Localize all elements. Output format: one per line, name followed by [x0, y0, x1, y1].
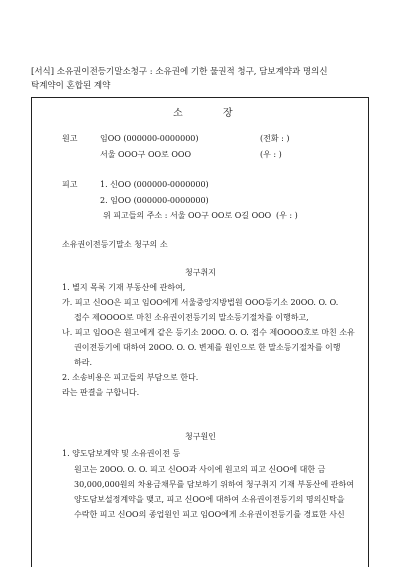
- claims-heading: 청구취지: [185, 268, 216, 277]
- plaintiff-phone: (전화 : ): [260, 134, 290, 143]
- plaintiff-postal: (우 : ): [260, 150, 282, 159]
- cause-line: 수락한 피고 신OO의 종업원인 피고 임OO에게 소유권이전등기를 경료한 사신: [74, 510, 345, 519]
- claims-line: 권이전등기에 대하여 20OO. O. O. 변제를 원인으로 한 말소등기절차를 이행: [74, 343, 341, 352]
- claims-line: 나. 피고 임OO은 원고에게 같은 등기소 20OO. O. O. 접수 제OOOO호로 마친 소유: [62, 328, 355, 337]
- cause-heading: 청구원인: [185, 432, 216, 441]
- defendant-2: 2. 임OO (000000-0000000): [100, 196, 209, 205]
- defendants-label: 피고: [62, 180, 78, 189]
- plaintiff-name: 임OO (000000-0000000): [100, 134, 199, 143]
- claims-line: 2. 소송비용은 피고들의 부담으로 한다.: [62, 373, 199, 382]
- claims-line: 하라.: [74, 358, 92, 367]
- defendants-postal: (우 : ): [276, 211, 298, 220]
- cause-line: 1. 양도담보계약 및 소유권이전 등: [62, 449, 181, 458]
- header-line-1: [서식] 소유권이전등기말소청구 : 소유권에 기한 물권적 청구, 담보계약과 명의신: [31, 67, 328, 77]
- plaintiff-address: 서울 OOO구 OO로 OOO: [100, 150, 192, 159]
- case-name: 소유권이전등기말소 청구의 소: [62, 240, 168, 249]
- cause-line: 30,000,000원의 차용금채무를 담보하기 위하여 청구취지 기재 부동산에 관하여: [74, 480, 354, 489]
- claims-line: 라는 판결을 구합니다.: [62, 388, 140, 397]
- cause-line: 양도담보설정계약을 맺고, 피고 신OO에 대하여 소유권이전등기의 명의신탁을: [74, 495, 345, 504]
- claims-line: 접수 제OOOO로 마친 소유권이전등기의 말소등기절차를 이행하고,: [74, 313, 309, 322]
- claims-line: 1. 별지 목록 기재 부동산에 관하여,: [62, 283, 186, 292]
- defendant-1: 1. 신OO (000000-0000000): [100, 180, 209, 189]
- cause-line: 원고는 20OO. O. O. 피고 신OO과 사이에 원고의 피고 신OO에 대한 금: [74, 465, 326, 474]
- title-char-1: 소: [173, 108, 183, 119]
- title-char-2: 장: [223, 108, 233, 119]
- defendants-address: 위 피고들의 주소 : 서울 OO구 OO로 O길 OOO: [103, 211, 272, 220]
- claims-line: 가. 피고 신OO은 피고 임OO에게 서울중앙지방법원 OOO등기소 20OO. O. O.: [62, 298, 339, 307]
- header-line-2: 탁계약이 혼합된 계약: [31, 81, 111, 91]
- plaintiff-label: 원고: [62, 134, 78, 143]
